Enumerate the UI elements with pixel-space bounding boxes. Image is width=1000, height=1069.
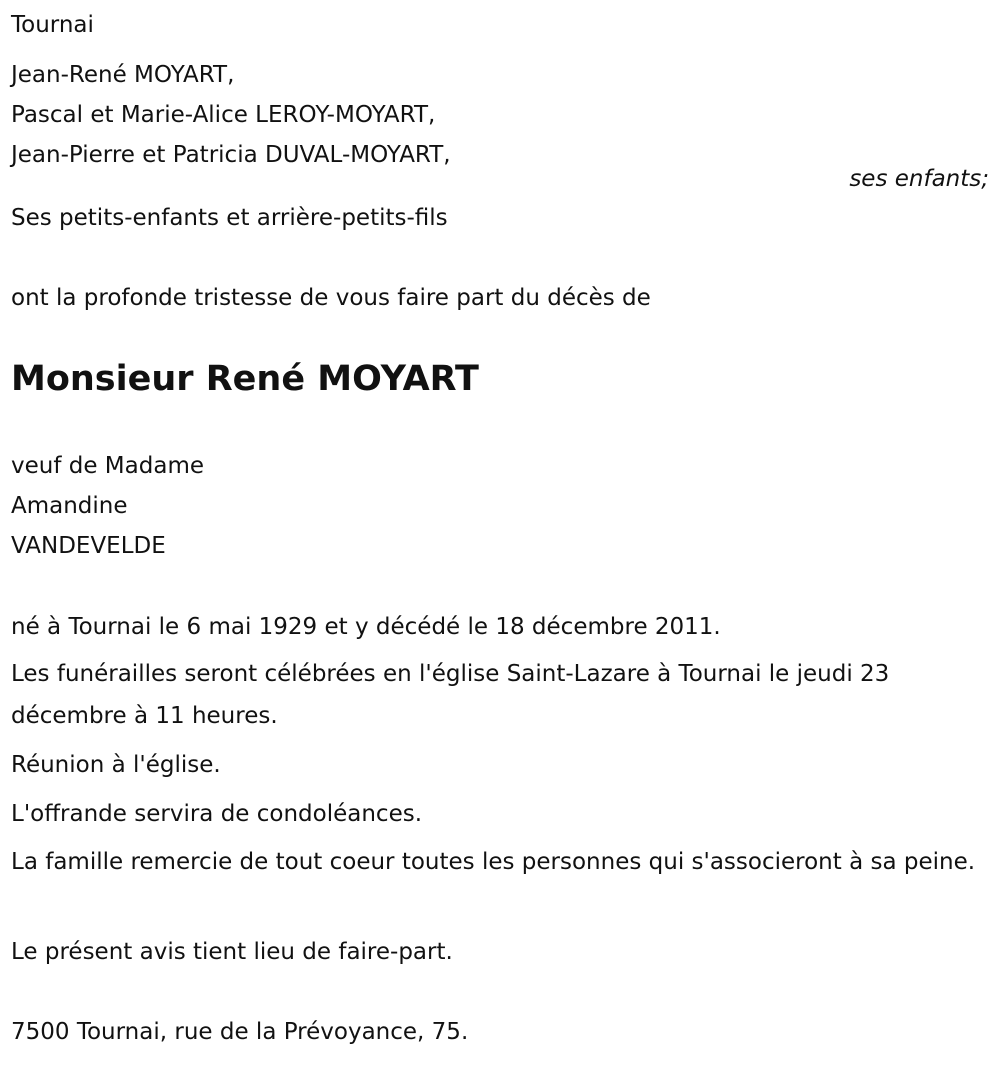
thanks-paragraph: La famille remercie de tout coeur toutes les personnes qui s'associeront à sa peine. (11, 849, 976, 875)
city-heading: Tournai (11, 12, 94, 38)
children-caption: ses enfants; (849, 166, 989, 192)
widower-line-2: Amandine (11, 493, 128, 519)
deceased-name: Monsieur René MOYART (11, 359, 479, 399)
announcement-line: ont la profonde tristesse de vous faire part du décès de (11, 285, 651, 311)
child-line-2: Pascal et Marie-Alice LEROY-MOYART, (11, 102, 436, 128)
notice-note-line: Le présent avis tient lieu de faire-part. (11, 939, 453, 965)
meeting-line: Réunion à l'église. (11, 752, 221, 778)
widower-line-1: veuf de Madame (11, 453, 204, 479)
birth-death-line: né à Tournai le 6 mai 1929 et y décédé le 18 décembre 2011. (11, 614, 721, 640)
offering-line: L'offrande servira de condoléances. (11, 801, 423, 827)
widower-line-3: VANDEVELDE (11, 533, 166, 559)
child-line-3: Jean-Pierre et Patricia DUVAL-MOYART, (11, 142, 451, 168)
grandchildren-line: Ses petits-enfants et arrière-petits-fils (11, 205, 448, 231)
funeral-paragraph: Les funérailles seront célébrées en l'église Saint-Lazare à Tournai le jeudi 23 décembre à 11 heures. (11, 661, 890, 729)
address-line: 7500 Tournai, rue de la Prévoyance, 75. (11, 1019, 469, 1045)
child-line-1: Jean-René MOYART, (11, 62, 235, 88)
